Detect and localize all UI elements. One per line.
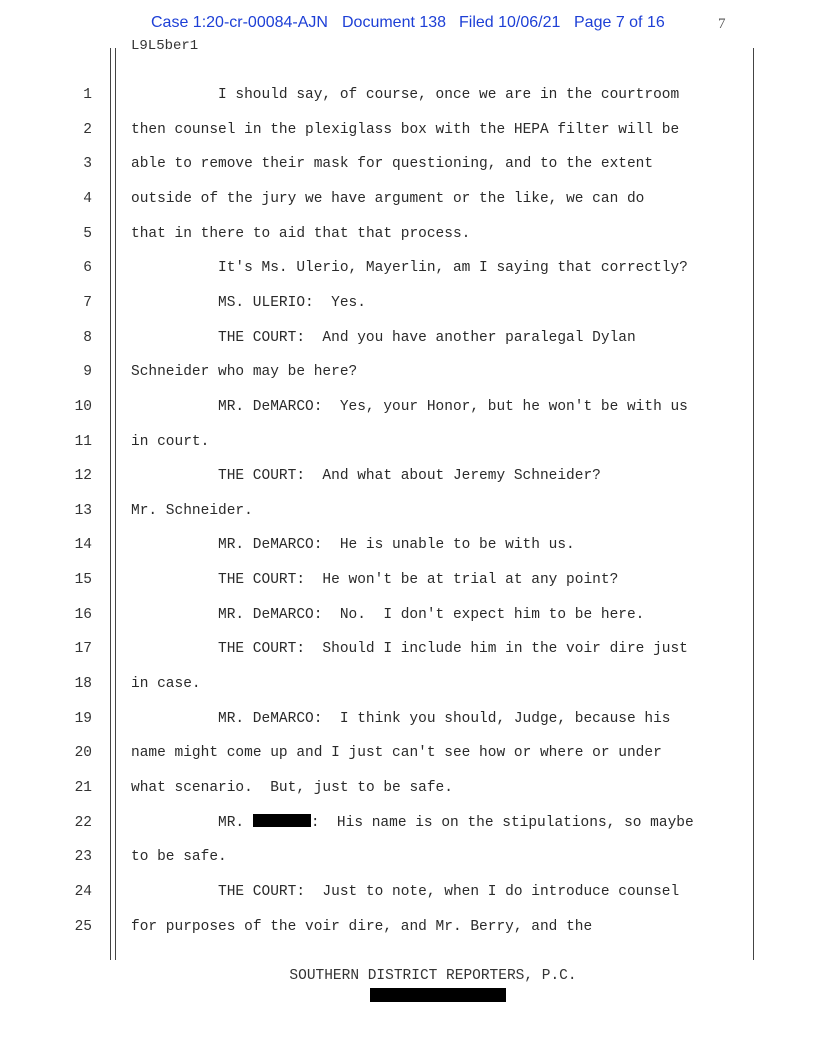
line-number: 21	[74, 780, 92, 796]
line-number: 6	[83, 260, 92, 277]
transcript-line: THE COURT: And you have another paralegal Dylan	[218, 329, 636, 346]
transcript-line: THE COURT: He won't be at trial at any point?	[218, 572, 619, 589]
line-number: 23	[74, 849, 92, 866]
transcript-line: for purposes of the voir dire, and Mr. Berry, and the	[131, 918, 593, 935]
transcript-line: THE COURT: Should I include him in the voir dire just	[218, 641, 688, 658]
line-number: 1	[83, 87, 92, 103]
line-number: 11	[74, 433, 92, 450]
line-number: 4	[83, 190, 92, 207]
transcript-line: It's Ms. Ulerio, Mayerlin, am I saying that correctly?	[218, 260, 688, 277]
transcript-stamp: L9L5ber1	[131, 38, 199, 54]
line-number: 19	[74, 710, 92, 727]
speaker-prefix: MR.	[218, 814, 253, 831]
transcript-line: MR. DeMARCO: I think you should, Judge, because his	[218, 710, 671, 727]
transcript-line: I should say, of course, once we are in the courtroom	[218, 87, 680, 103]
line-text: : His name is on the stipulations, so maybe	[310, 814, 694, 831]
transcript-line: able to remove their mask for questioning, and to the extent	[131, 156, 654, 173]
page-number: 7	[718, 16, 726, 32]
transcript-line: what scenario. But, just to be safe.	[131, 780, 453, 796]
line-number: 18	[74, 676, 92, 693]
transcript-line: to be safe.	[131, 849, 227, 866]
transcript-line: in case.	[131, 676, 201, 693]
line-number: 12	[74, 468, 92, 485]
left-margin-rule-1	[110, 48, 111, 960]
transcript-line: THE COURT: And what about Jeremy Schneider?	[218, 468, 601, 485]
line-number: 20	[74, 745, 92, 762]
line-number: 9	[83, 364, 92, 381]
transcript-line: that in there to aid that that process.	[131, 225, 471, 242]
line-number: 16	[74, 606, 92, 623]
transcript-line	[218, 813, 694, 833]
line-number: 10	[74, 398, 92, 415]
line-number: 5	[83, 225, 92, 242]
line-number: 17	[74, 641, 92, 658]
transcript-line: MS. ULERIO: Yes.	[218, 294, 366, 311]
reporter-footer: SOUTHERN DISTRICT REPORTERS, P.C.	[289, 968, 577, 984]
redaction-bar	[253, 814, 311, 827]
line-number: 7	[83, 294, 92, 311]
document-number: Document 138	[342, 14, 447, 31]
line-number: 25	[74, 918, 92, 935]
left-margin-rule-2	[115, 48, 116, 960]
transcript-line: MR. DeMARCO: No. I don't expect him to be here.	[218, 606, 645, 623]
right-margin-rule	[753, 48, 754, 960]
line-number: 3	[83, 156, 92, 173]
page-of: Page 7 of 16	[574, 14, 665, 31]
line-number: 2	[83, 121, 92, 138]
line-number: 14	[74, 537, 92, 554]
transcript-line: outside of the jury we have argument or the like, we can do	[131, 190, 645, 207]
filed-date: Filed 10/06/21	[459, 14, 561, 31]
redaction-bar	[370, 988, 506, 1002]
line-number: 13	[74, 502, 92, 519]
transcript-line: Schneider who may be here?	[131, 364, 358, 381]
transcript-line: MR. DeMARCO: He is unable to be with us.	[218, 537, 575, 554]
transcript-line: THE COURT: Just to note, when I do introduce counsel	[218, 883, 680, 900]
transcript-line: name might come up and I just can't see how or where or under	[131, 745, 662, 762]
transcript-line: Mr. Schneider.	[131, 502, 253, 519]
line-number: 24	[74, 883, 92, 900]
transcript-line: MR. DeMARCO: Yes, your Honor, but he won't be with us	[218, 398, 688, 415]
line-number: 8	[83, 329, 92, 346]
transcript-line: in court.	[131, 433, 210, 450]
line-number: 22	[74, 814, 92, 831]
line-number: 15	[74, 572, 92, 589]
transcript-line: then counsel in the plexiglass box with the HEPA filter will be	[131, 121, 680, 138]
case-number: Case 1:20-cr-00084-AJN	[151, 14, 328, 31]
